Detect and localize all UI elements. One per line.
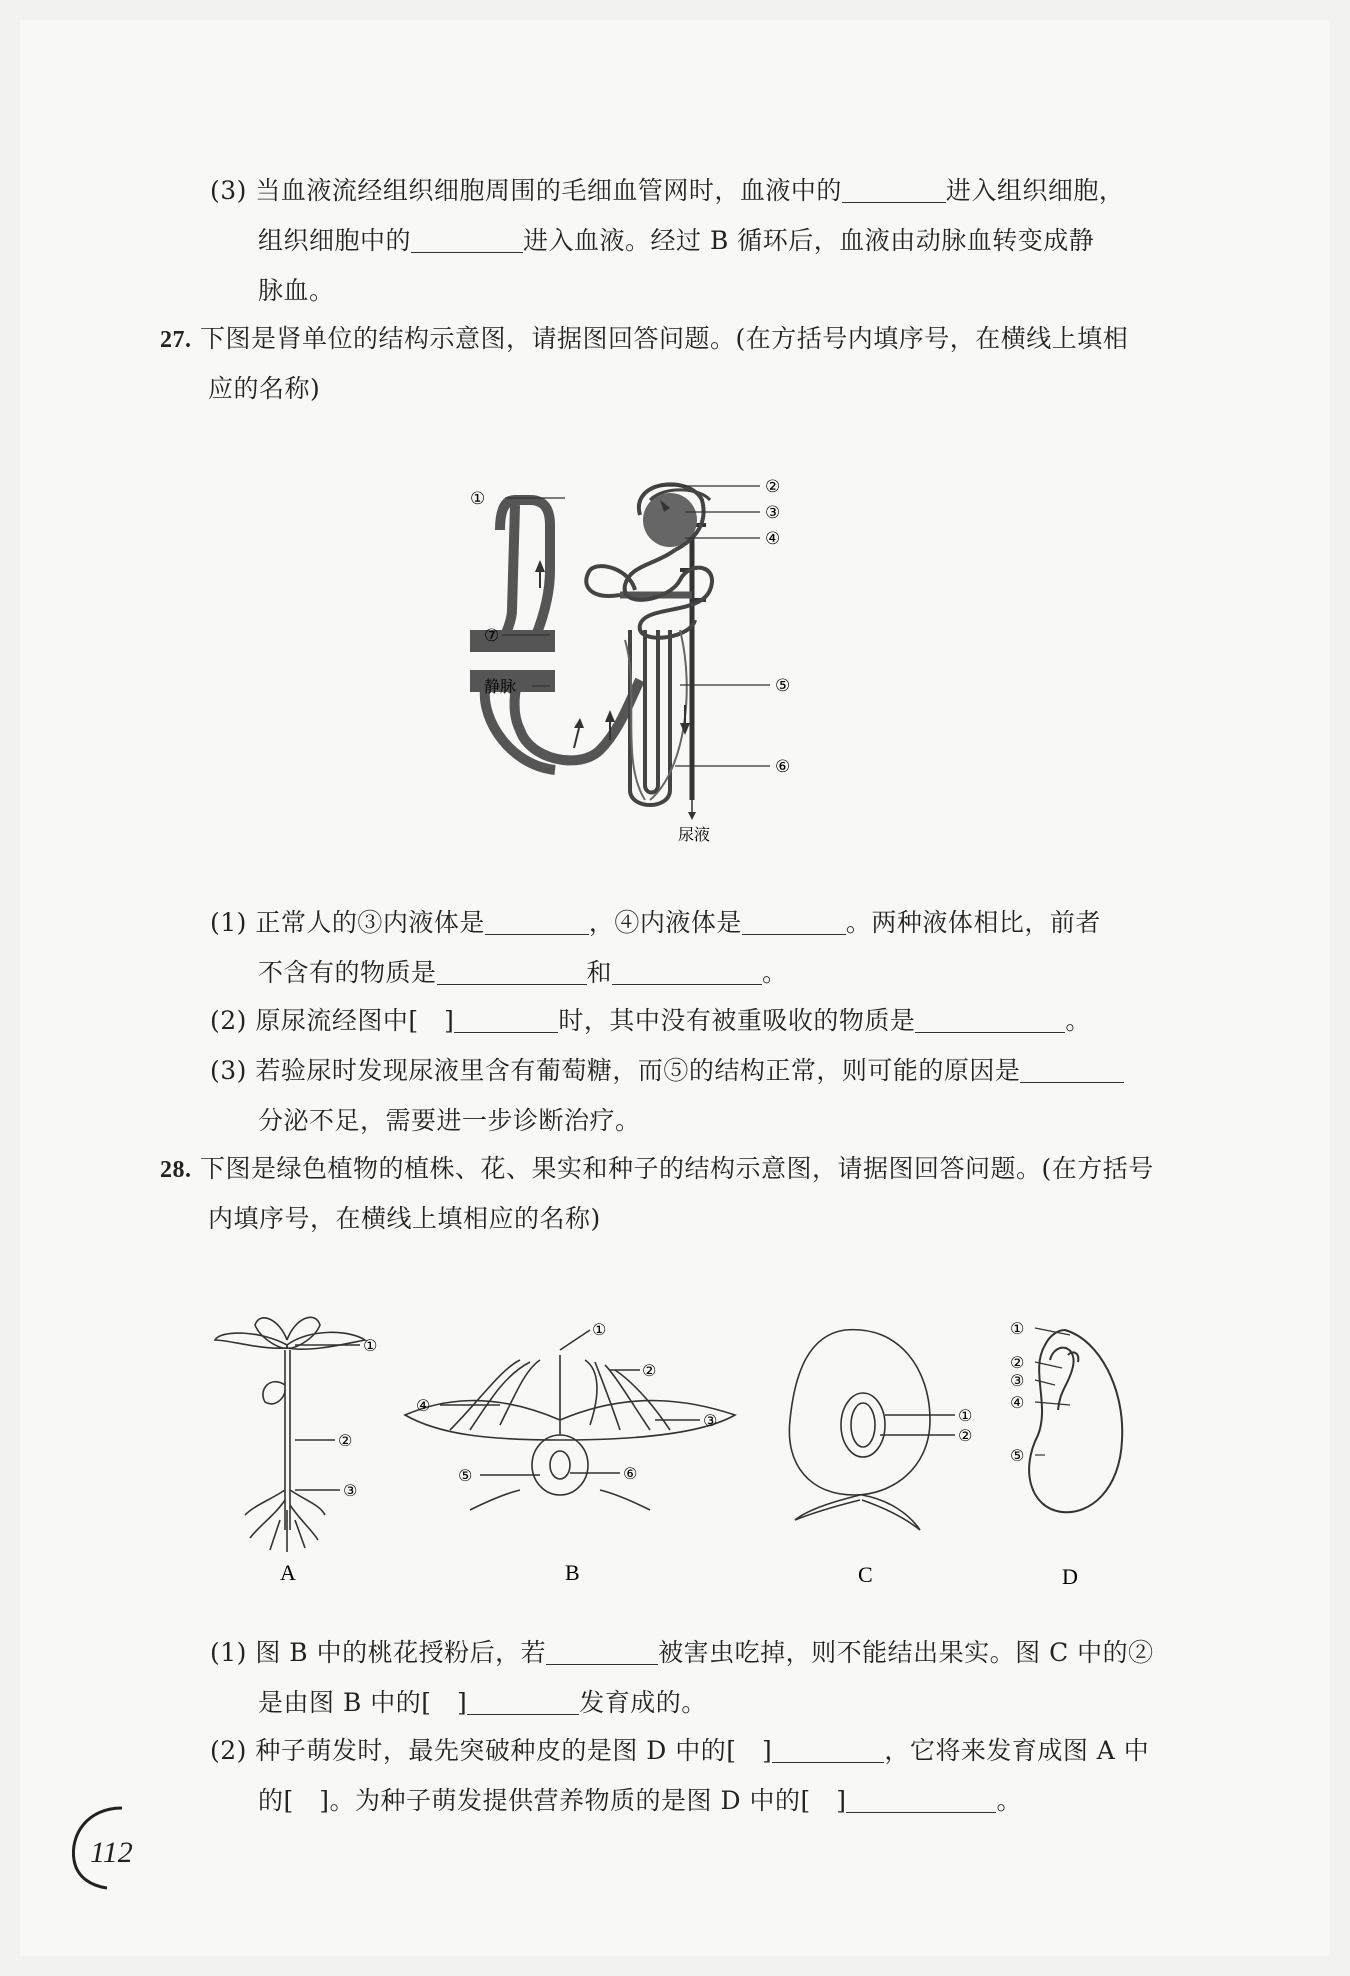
q28-s1-line1	[210, 1636, 1154, 1670]
q28-s2-line1	[210, 1734, 1149, 1768]
q28-s2-text-c: 的[ ]。为种子萌发提供营养物质的是图 D 中的[ ]	[258, 1786, 847, 1815]
figure-letter-a: A	[280, 1560, 296, 1585]
label-vein: 静脉	[484, 677, 517, 696]
q26-p3-text-b: 进入组织细胞，	[945, 176, 1125, 205]
blank[interactable]	[842, 178, 946, 203]
label-5: ⑤	[775, 676, 791, 696]
q28-s1-text-d: 发育成的。	[579, 1688, 707, 1717]
q28-s1-text-c: 是由图 B 中的[ ]	[258, 1688, 468, 1717]
q26-p3-text-c: 组织细胞中的	[258, 226, 412, 255]
blank[interactable]	[485, 910, 589, 935]
blank[interactable]	[546, 1640, 658, 1665]
q27-s3-line1	[210, 1054, 1124, 1088]
q27-s1-text-d: 不含有的物质是	[258, 958, 437, 987]
label-6: ⑥	[775, 757, 791, 777]
q28-s2-text-b: ，它将来发育成图 A 中	[884, 1736, 1150, 1765]
q26-p3-text-a: (3) 当血液流经组织细胞周围的毛细血管网时，血液中的	[210, 176, 842, 205]
q28-s2-text-d: 。	[996, 1786, 1022, 1815]
q26-p3-line2	[258, 224, 1094, 258]
blank[interactable]	[846, 1788, 996, 1813]
figure-c-fruit	[789, 1330, 955, 1530]
blank[interactable]	[411, 228, 523, 253]
q27-s2-text-a: (2) 原尿流经图中[ ]	[210, 1006, 455, 1035]
a-label-2: ②	[338, 1431, 353, 1450]
q27-s1-text-b: ，④内液体是	[588, 908, 742, 937]
q27-s2-text-b: 时，其中没有被重吸收的物质是	[558, 1006, 916, 1035]
label-4: ④	[765, 529, 781, 549]
d-label-4: ④	[1010, 1393, 1025, 1412]
blank[interactable]	[1020, 1058, 1124, 1083]
b-label-2: ②	[642, 1361, 657, 1380]
d-label-2: ②	[1010, 1353, 1025, 1372]
blank[interactable]	[437, 960, 587, 985]
q28-s1-text-b: 被害虫吃掉，则不能结出果实。图 C 中的②	[658, 1638, 1154, 1667]
blank[interactable]	[772, 1738, 884, 1763]
q26-p3-line3: 脉血。	[258, 276, 335, 305]
label-1: ①	[470, 489, 486, 509]
q28-s2-line2	[258, 1784, 1022, 1818]
label-urine: 尿液	[678, 825, 711, 844]
q26-p3-line1	[210, 174, 1124, 208]
q28-prompt-line2: 内填序号，在横线上填相应的名称)	[208, 1204, 601, 1233]
blank[interactable]	[612, 960, 762, 985]
q27-s3-line2: 分泌不足，需要进一步诊断治疗。	[258, 1106, 641, 1135]
figure-letter-b: B	[565, 1560, 580, 1585]
figure-letter-d: D	[1062, 1564, 1078, 1589]
q28-number: 28.	[160, 1157, 192, 1183]
b-label-4: ④	[416, 1396, 431, 1415]
d-label-5: ⑤	[1010, 1446, 1025, 1465]
b-label-3: ③	[703, 1411, 718, 1430]
b-label-6: ⑥	[623, 1464, 638, 1483]
q28-prompt-text: 下图是绿色植物的植株、花、果实和种子的结构示意图，请据图回答问题。(在方括号	[199, 1154, 1154, 1183]
blank[interactable]	[467, 1690, 579, 1715]
plant-figures	[200, 1290, 1180, 1590]
q27-s2-line	[210, 1004, 1091, 1038]
figure-d-seed	[1029, 1328, 1122, 1512]
figure-letter-c: C	[858, 1562, 873, 1587]
label-7: ⑦	[484, 626, 500, 646]
a-label-1: ①	[363, 1336, 378, 1355]
q27-prompt-line2: 应的名称)	[208, 374, 321, 403]
q26-p3-text-d: 进入血液。经过 B 循环后，血液由动脉血转变成静	[523, 226, 1095, 255]
c-label-1: ①	[958, 1406, 973, 1425]
blank[interactable]	[454, 1008, 558, 1033]
q28-s1-line2	[258, 1686, 707, 1720]
q27-s1-line2	[258, 956, 788, 990]
b-label-5: ⑤	[458, 1466, 473, 1485]
a-label-3: ③	[343, 1481, 358, 1500]
d-label-3: ③	[1010, 1371, 1025, 1390]
q28-s1-text-a: (1) 图 B 中的桃花授粉后，若	[210, 1638, 547, 1667]
blank[interactable]	[742, 910, 846, 935]
b-label-1: ①	[592, 1320, 607, 1339]
q27-number: 27.	[160, 327, 192, 353]
label-3: ③	[765, 503, 781, 523]
blank[interactable]	[915, 1008, 1065, 1033]
q27-prompt-line1	[160, 322, 1128, 357]
q27-s2-text-c: 。	[1065, 1006, 1091, 1035]
q27-prompt-text: 下图是肾单位的结构示意图，请据图回答问题。(在方括号内填序号，在横线上填相	[199, 324, 1129, 353]
c-label-2: ②	[958, 1426, 973, 1445]
q27-s1-text-c: 。两种液体相比，前者	[845, 908, 1101, 937]
q27-s1-line1	[210, 906, 1101, 940]
page-number: 112	[90, 1836, 133, 1869]
q27-s1-text-a: (1) 正常人的③内液体是	[210, 908, 485, 937]
label-2: ②	[765, 477, 781, 497]
d-label-1: ①	[1010, 1319, 1025, 1338]
figure-b-flower	[405, 1330, 735, 1510]
nephron-figure	[470, 470, 850, 850]
q28-prompt-line1	[160, 1152, 1154, 1187]
q27-s1-text-e: 和	[586, 958, 613, 987]
q27-s1-text-f: 。	[762, 958, 788, 987]
q28-s2-text-a: (2) 种子萌发时，最先突破种皮的是图 D 中的[ ]	[210, 1736, 773, 1765]
q27-s3-text-a: (3) 若验尿时发现尿液里含有葡萄糖，而⑤的结构正常，则可能的原因是	[210, 1056, 1021, 1085]
